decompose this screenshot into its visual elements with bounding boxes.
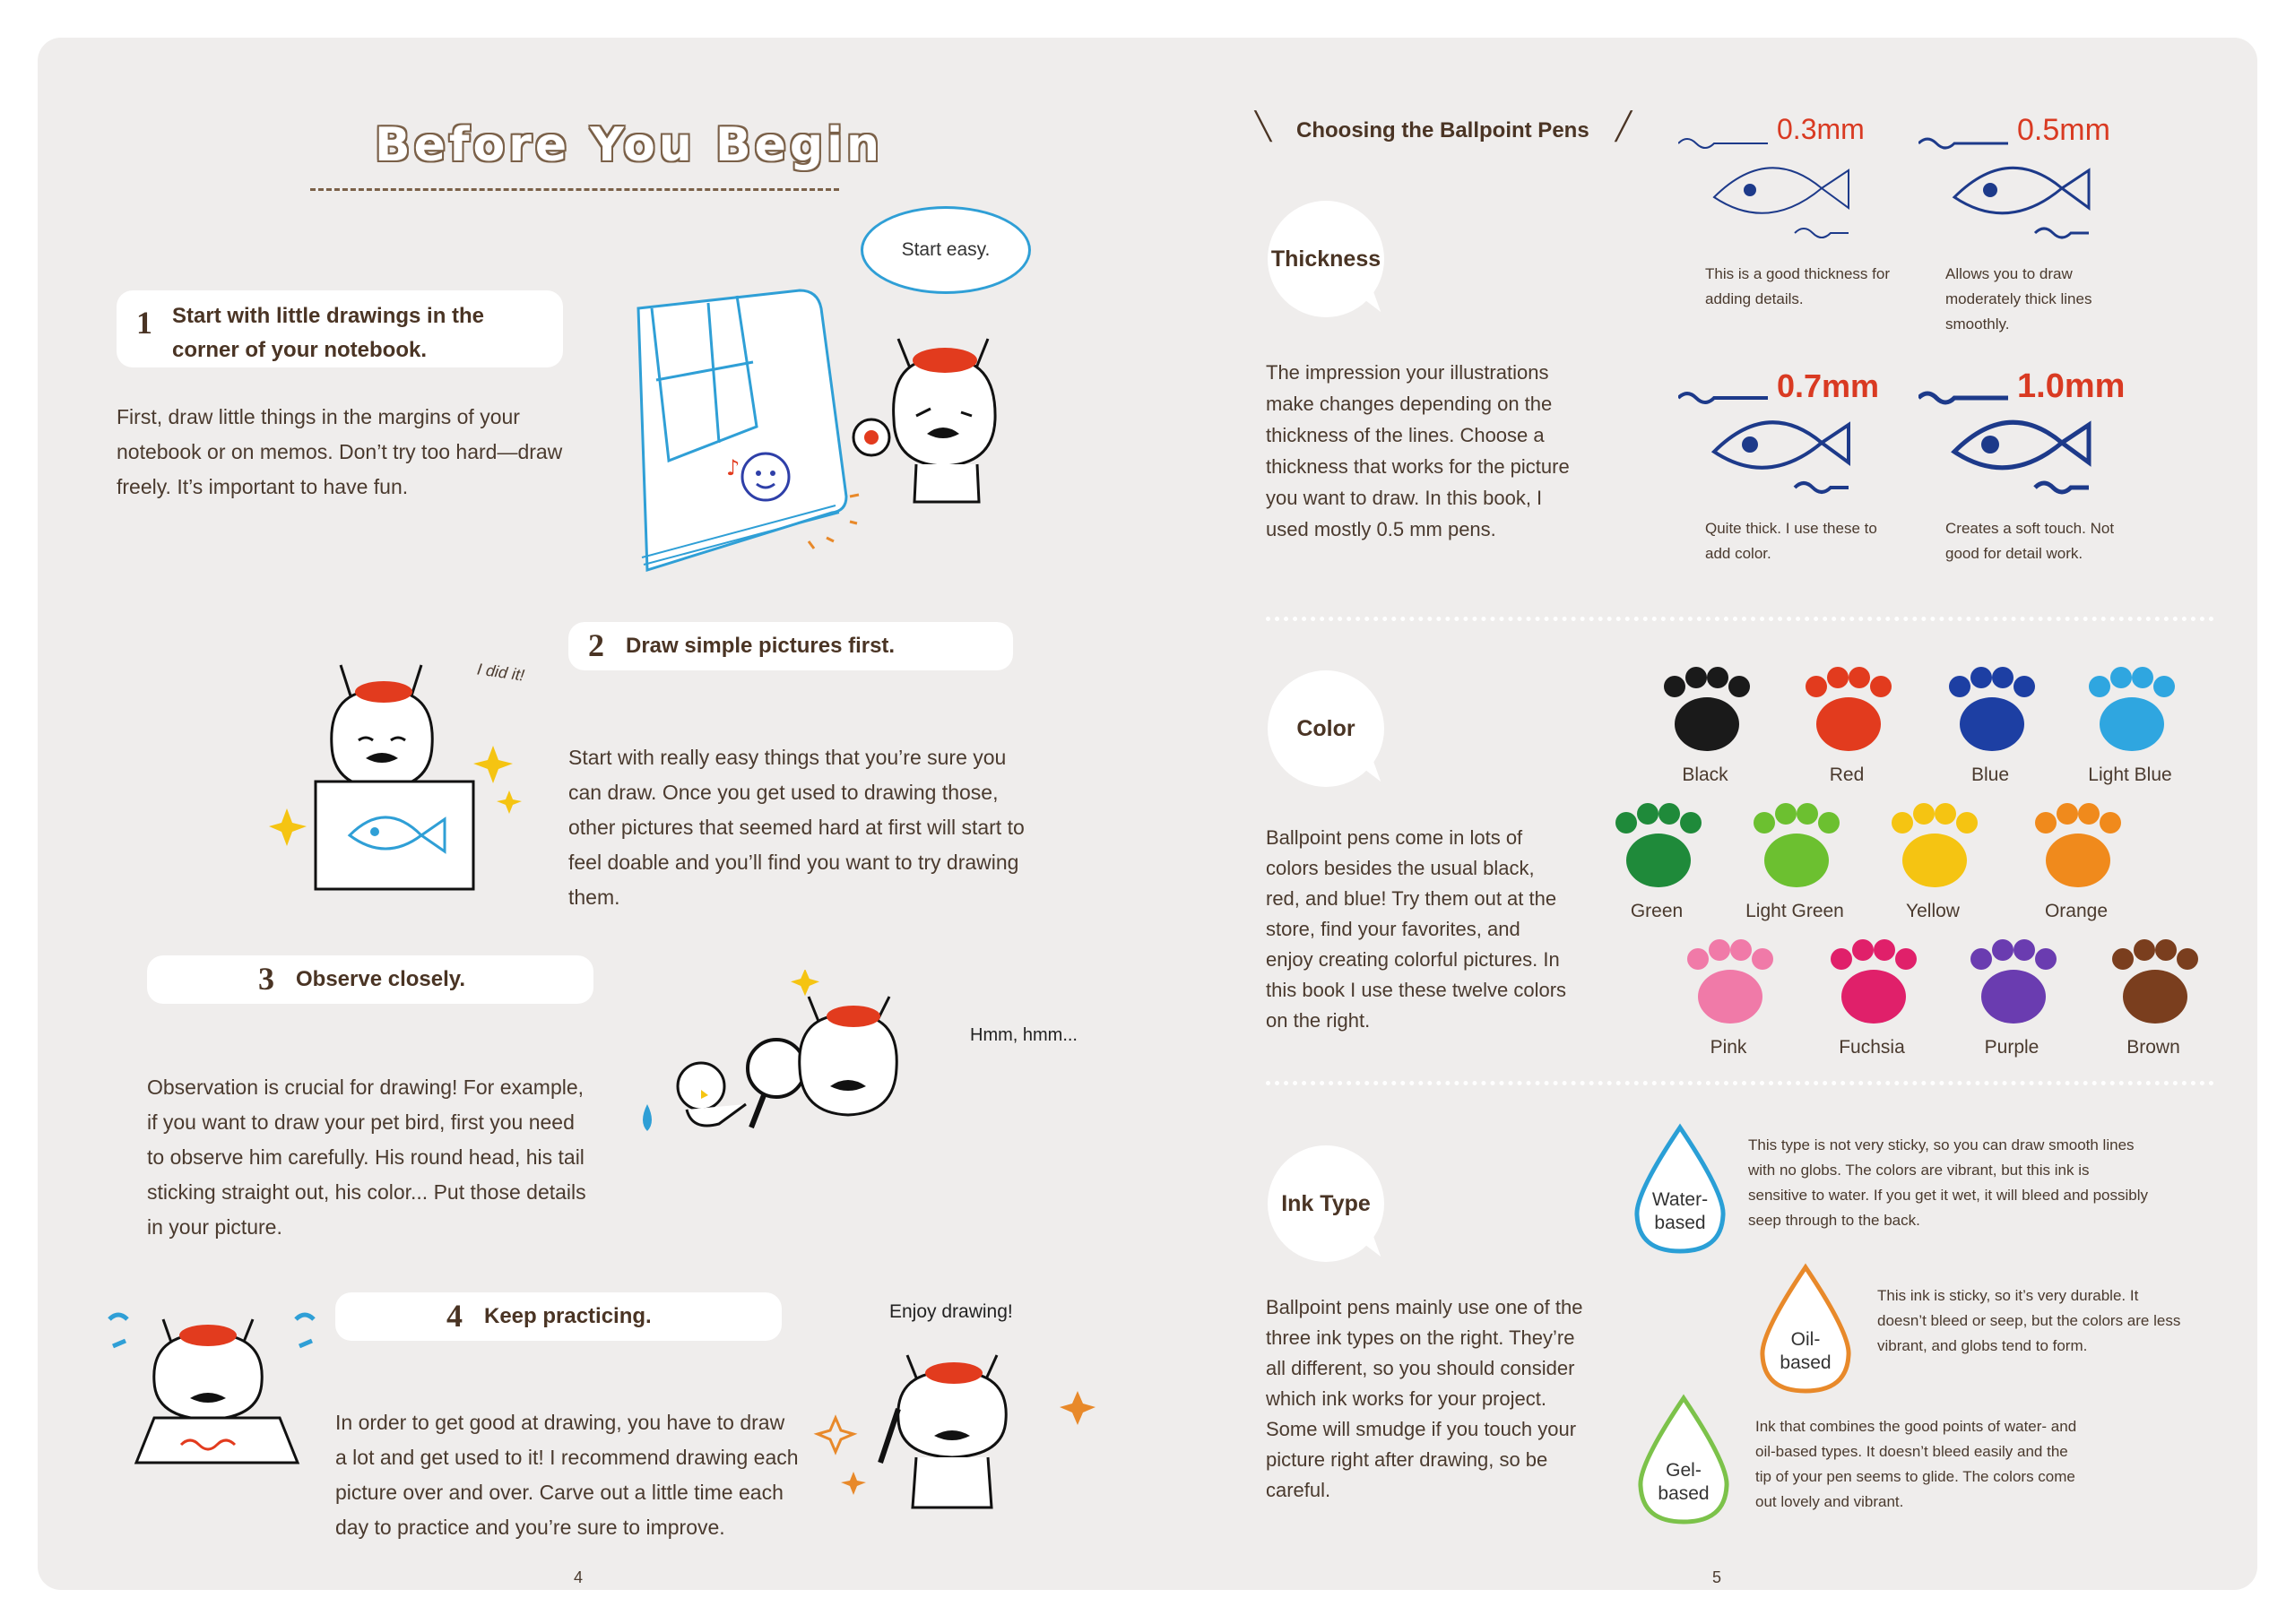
color-swatch-light-green	[1723, 801, 1866, 922]
page-title: Before You Begin	[375, 118, 883, 172]
page-number-right: 5	[1712, 1568, 1722, 1586]
paw-toe	[1956, 812, 1978, 834]
paw-pad	[1841, 970, 1906, 1024]
section-title: Choosing the Ballpoint Pens	[1296, 118, 1589, 143]
speech-i-did-it: I did it!	[475, 660, 526, 685]
step-4-body: In order to get good at drawing, you have to draw a lot and get used to it! I recommend drawing each picture over and over. Carve out a little time each day to practice and you’re sure to improve.	[335, 1411, 799, 1539]
paw-toe	[1827, 667, 1849, 688]
color-name: Yellow	[1906, 901, 1960, 921]
paw-pad	[1902, 834, 1967, 887]
paw-toe	[2057, 803, 2078, 825]
paw-toe	[1852, 939, 1874, 961]
step-2-heading	[568, 622, 1013, 670]
color-swatch-black	[1633, 665, 1777, 786]
paw-pad	[1816, 697, 1881, 751]
cat-drawing-illustration	[100, 1283, 325, 1481]
paw-toe	[1658, 803, 1680, 825]
paw-print-icon	[1585, 801, 1728, 894]
paw-pad	[1960, 697, 2024, 751]
step-title: Keep practicing.	[484, 1304, 652, 1328]
fish-icon	[1918, 125, 2125, 251]
size-desc: Quite thick. I use these to add color.	[1705, 520, 1877, 562]
color-name: Orange	[2044, 901, 2109, 921]
cat-magnifier-bird-illustration	[629, 970, 961, 1149]
ink-name	[1626, 1188, 1734, 1235]
paw-toe	[2078, 803, 2100, 825]
paw-pad	[1675, 697, 1739, 751]
ink-name-line1: Water-	[1651, 1189, 1709, 1210]
paw-toe	[2134, 939, 2155, 961]
paw-toe	[1874, 939, 1895, 961]
paw-toe	[1935, 803, 1956, 825]
paw-toe	[1730, 939, 1752, 961]
speech-enjoy: Enjoy drawing!	[889, 1301, 1013, 1322]
paw-toe	[2110, 667, 2132, 688]
color-swatch-red	[1775, 665, 1918, 786]
color-name: Brown	[2126, 1037, 2180, 1058]
ink-gel-based	[1630, 1393, 2186, 1536]
paw-toe	[1680, 812, 1702, 834]
color-swatch-light-blue	[2058, 665, 2202, 786]
ink-name	[1752, 1328, 1859, 1375]
step-1-heading	[117, 290, 563, 367]
paw-toe	[1970, 948, 1992, 970]
paw-toe	[1752, 948, 1773, 970]
paw-toe	[1637, 803, 1658, 825]
divider-1	[1266, 617, 2214, 621]
paw-toe	[2035, 948, 2057, 970]
paw-toe	[1831, 948, 1852, 970]
paw-toe	[2132, 667, 2153, 688]
divider-2	[1266, 1081, 2214, 1085]
step-number: 3	[258, 961, 274, 997]
paw-toe	[1913, 803, 1935, 825]
paw-toe	[1728, 676, 1750, 697]
paw-print-icon	[1861, 801, 2005, 894]
ink-desc: This ink is sticky, so it’s very durable. It doesn’t bleed or seep, but the colors are less vibrant, and globs tend to form.	[1877, 1287, 2181, 1354]
color-name: Fuchsia	[1839, 1037, 1905, 1058]
paw-toe	[2155, 939, 2177, 961]
size-label: 0.5mm	[2017, 113, 2110, 147]
paw-toe	[1806, 676, 1827, 697]
ink-desc: This type is not very sticky, so you can draw smooth lines with no globs. The colors are vibrant, but this ink is sensitive to water. If you get it wet, it will bleed and possibly seep through to the back.	[1748, 1136, 2149, 1229]
paw-pad	[2123, 970, 2187, 1024]
paw-toe	[2112, 948, 2134, 970]
paw-pad	[2100, 697, 2164, 751]
speech-hmm: Hmm, hmm...	[970, 1025, 1078, 1045]
paw-toe	[2014, 676, 2035, 697]
paw-toe	[1992, 667, 2014, 688]
ink-name-line1: Oil-	[1790, 1329, 1821, 1350]
ink-desc: Ink that combines the good points of water- and oil-based types. It doesn’t bleed easily and the tip of your pen seems to glide. The colors come out lovely and vibrant.	[1755, 1418, 2077, 1510]
paw-toe	[1895, 948, 1917, 970]
paw-pad	[1698, 970, 1762, 1024]
color-name: Pink	[1710, 1037, 1747, 1058]
color-swatch-grid	[1598, 665, 2225, 1095]
thickness-label-bubble	[1268, 201, 1384, 317]
ink-name-line1: Gel-	[1666, 1460, 1702, 1481]
cat-with-pen-illustration	[809, 1337, 1104, 1516]
paw-toe	[1707, 667, 1728, 688]
title-underline	[310, 188, 839, 191]
color-swatch-blue	[1918, 665, 2062, 786]
step-title: Draw simple pictures first.	[626, 634, 896, 658]
color-swatch-yellow	[1861, 801, 2005, 922]
paw-toe	[1615, 812, 1637, 834]
color-name: Light Blue	[2088, 764, 2172, 785]
step-number: 1	[136, 305, 152, 341]
paw-toe	[2089, 676, 2110, 697]
paw-pad	[1981, 970, 2046, 1024]
paw-toe	[2035, 812, 2057, 834]
step-3-heading	[147, 955, 593, 1004]
paw-pad	[2046, 834, 2110, 887]
paw-print-icon	[1940, 937, 2083, 1031]
step-title: Observe closely.	[296, 967, 465, 991]
color-swatch-orange	[2005, 801, 2148, 922]
color-name: Black	[1682, 764, 1728, 785]
step-3-body: Observation is crucial for drawing! For example, if you want to draw your pet bird, first you need to observe him carefully. His round head, his tail sticking straight out, his color... Put those details in your picture.	[147, 1075, 586, 1239]
paw-toe	[1775, 803, 1797, 825]
size-label: 1.0mm	[2017, 367, 2126, 405]
ink-type-label: Ink Type	[1281, 1190, 1371, 1216]
paw-toe	[1754, 812, 1775, 834]
cat-waving-illustration	[844, 303, 1051, 509]
paw-toe	[1992, 939, 2014, 961]
ink-type-body: Ballpoint pens mainly use one of the three ink types on the right. They’re all different, so you should consider which ink works for your project. Some will smudge if you touch your picture right after drawing, so be careful.	[1266, 1296, 1583, 1501]
step-1-body: First, draw little things in the margins of your notebook or on memos. Don’t try too hard—draw freely. It’s important to have fun.	[117, 405, 563, 498]
step-4-heading	[335, 1292, 782, 1341]
thickness-label: Thickness	[1270, 246, 1381, 272]
paw-pad	[1626, 834, 1691, 887]
step-2-body: Start with really easy things that you’re sure you can draw. Once you get used to drawing those, other pictures that seemed hard at first will start to feel doable and you’ll find you want to try drawing them.	[568, 746, 1025, 909]
color-swatch-purple	[1940, 937, 2083, 1058]
paw-toe	[1949, 676, 1970, 697]
color-name: Light Green	[1745, 901, 1844, 921]
size-desc: Allows you to draw moderately thick lines smoothly.	[1945, 265, 2092, 333]
paw-print-icon	[1775, 665, 1918, 758]
fish-icon	[1678, 125, 1884, 251]
paw-toe	[1818, 812, 1840, 834]
step-number: 4	[446, 1298, 463, 1334]
paw-toe	[2153, 676, 2175, 697]
ink-name-line2: based	[1654, 1213, 1706, 1233]
ink-name	[1630, 1459, 1737, 1506]
color-label: Color	[1296, 715, 1355, 741]
paw-toe	[2014, 939, 2035, 961]
fish-icon	[1678, 380, 1884, 505]
color-swatch-brown	[2082, 937, 2225, 1058]
page-number-left: 4	[574, 1568, 584, 1586]
speech-bubble-start-easy	[861, 206, 1031, 294]
ink-name-line2: based	[1780, 1352, 1832, 1373]
size-label: 0.7mm	[1777, 367, 1880, 404]
paw-print-icon	[2005, 801, 2148, 894]
paw-pad	[1764, 834, 1829, 887]
paw-toe	[2177, 948, 2198, 970]
paw-print-icon	[1800, 937, 1944, 1031]
paw-print-icon	[1657, 937, 1800, 1031]
paw-toe	[1870, 676, 1892, 697]
paw-toe	[1797, 803, 1818, 825]
color-name: Green	[1630, 901, 1684, 921]
paw-print-icon	[1918, 665, 2062, 758]
step-number: 2	[588, 627, 604, 663]
paw-toe	[1685, 667, 1707, 688]
paw-toe	[1664, 676, 1685, 697]
size-desc: This is a good thickness for adding details.	[1705, 265, 1890, 307]
speech-text: Start easy.	[901, 239, 991, 260]
step-title: Start with little drawings in the corner of your notebook.	[172, 304, 485, 362]
color-swatch-pink	[1657, 937, 1800, 1058]
fish-icon	[1918, 380, 2125, 505]
color-swatch-fuchsia	[1800, 937, 1944, 1058]
thickness-body: The impression your illustrations make changes depending on the thickness of the lines. Choose a thickness that works for the picture you want to draw. In this book, I used mostly 0.5 mm pens.	[1266, 361, 1570, 540]
section-title-slash-left: ╲	[1255, 112, 1272, 142]
color-name: Red	[1829, 764, 1865, 785]
size-desc: Creates a soft touch. Not good for detail work.	[1945, 520, 2115, 562]
ink-type-label-bubble	[1268, 1145, 1384, 1262]
paw-toe	[1970, 667, 1992, 688]
paw-print-icon	[2058, 665, 2202, 758]
color-name: Purple	[1984, 1037, 2040, 1058]
color-label-bubble	[1268, 670, 1384, 787]
paw-toe	[1709, 939, 1730, 961]
section-title-slash-right: ╱	[1615, 112, 1632, 142]
paw-toe	[2100, 812, 2121, 834]
size-label: 0.3mm	[1777, 113, 1865, 145]
ink-water-based	[1626, 1122, 2182, 1266]
ink-oil-based	[1752, 1262, 2254, 1396]
paw-toe	[1892, 812, 1913, 834]
book-spread	[38, 38, 2257, 1590]
color-name: Blue	[1970, 764, 2010, 785]
paw-print-icon	[1633, 665, 1777, 758]
color-swatch-green	[1585, 801, 1728, 922]
paw-print-icon	[2082, 937, 2225, 1031]
ink-name-line2: based	[1658, 1483, 1710, 1504]
cat-holding-fish-illustration	[269, 647, 529, 898]
paw-print-icon	[1723, 801, 1866, 894]
color-body: Ballpoint pens come in lots of colors besides the usual black, red, and blue! Try them out at the store, find your favorites, and enjoy creating colorful pictures. In this book I use these twelve colors on the right.	[1266, 826, 1567, 1032]
paw-toe	[1849, 667, 1870, 688]
svg-text:♪: ♪	[726, 455, 740, 480]
paw-toe	[1687, 948, 1709, 970]
